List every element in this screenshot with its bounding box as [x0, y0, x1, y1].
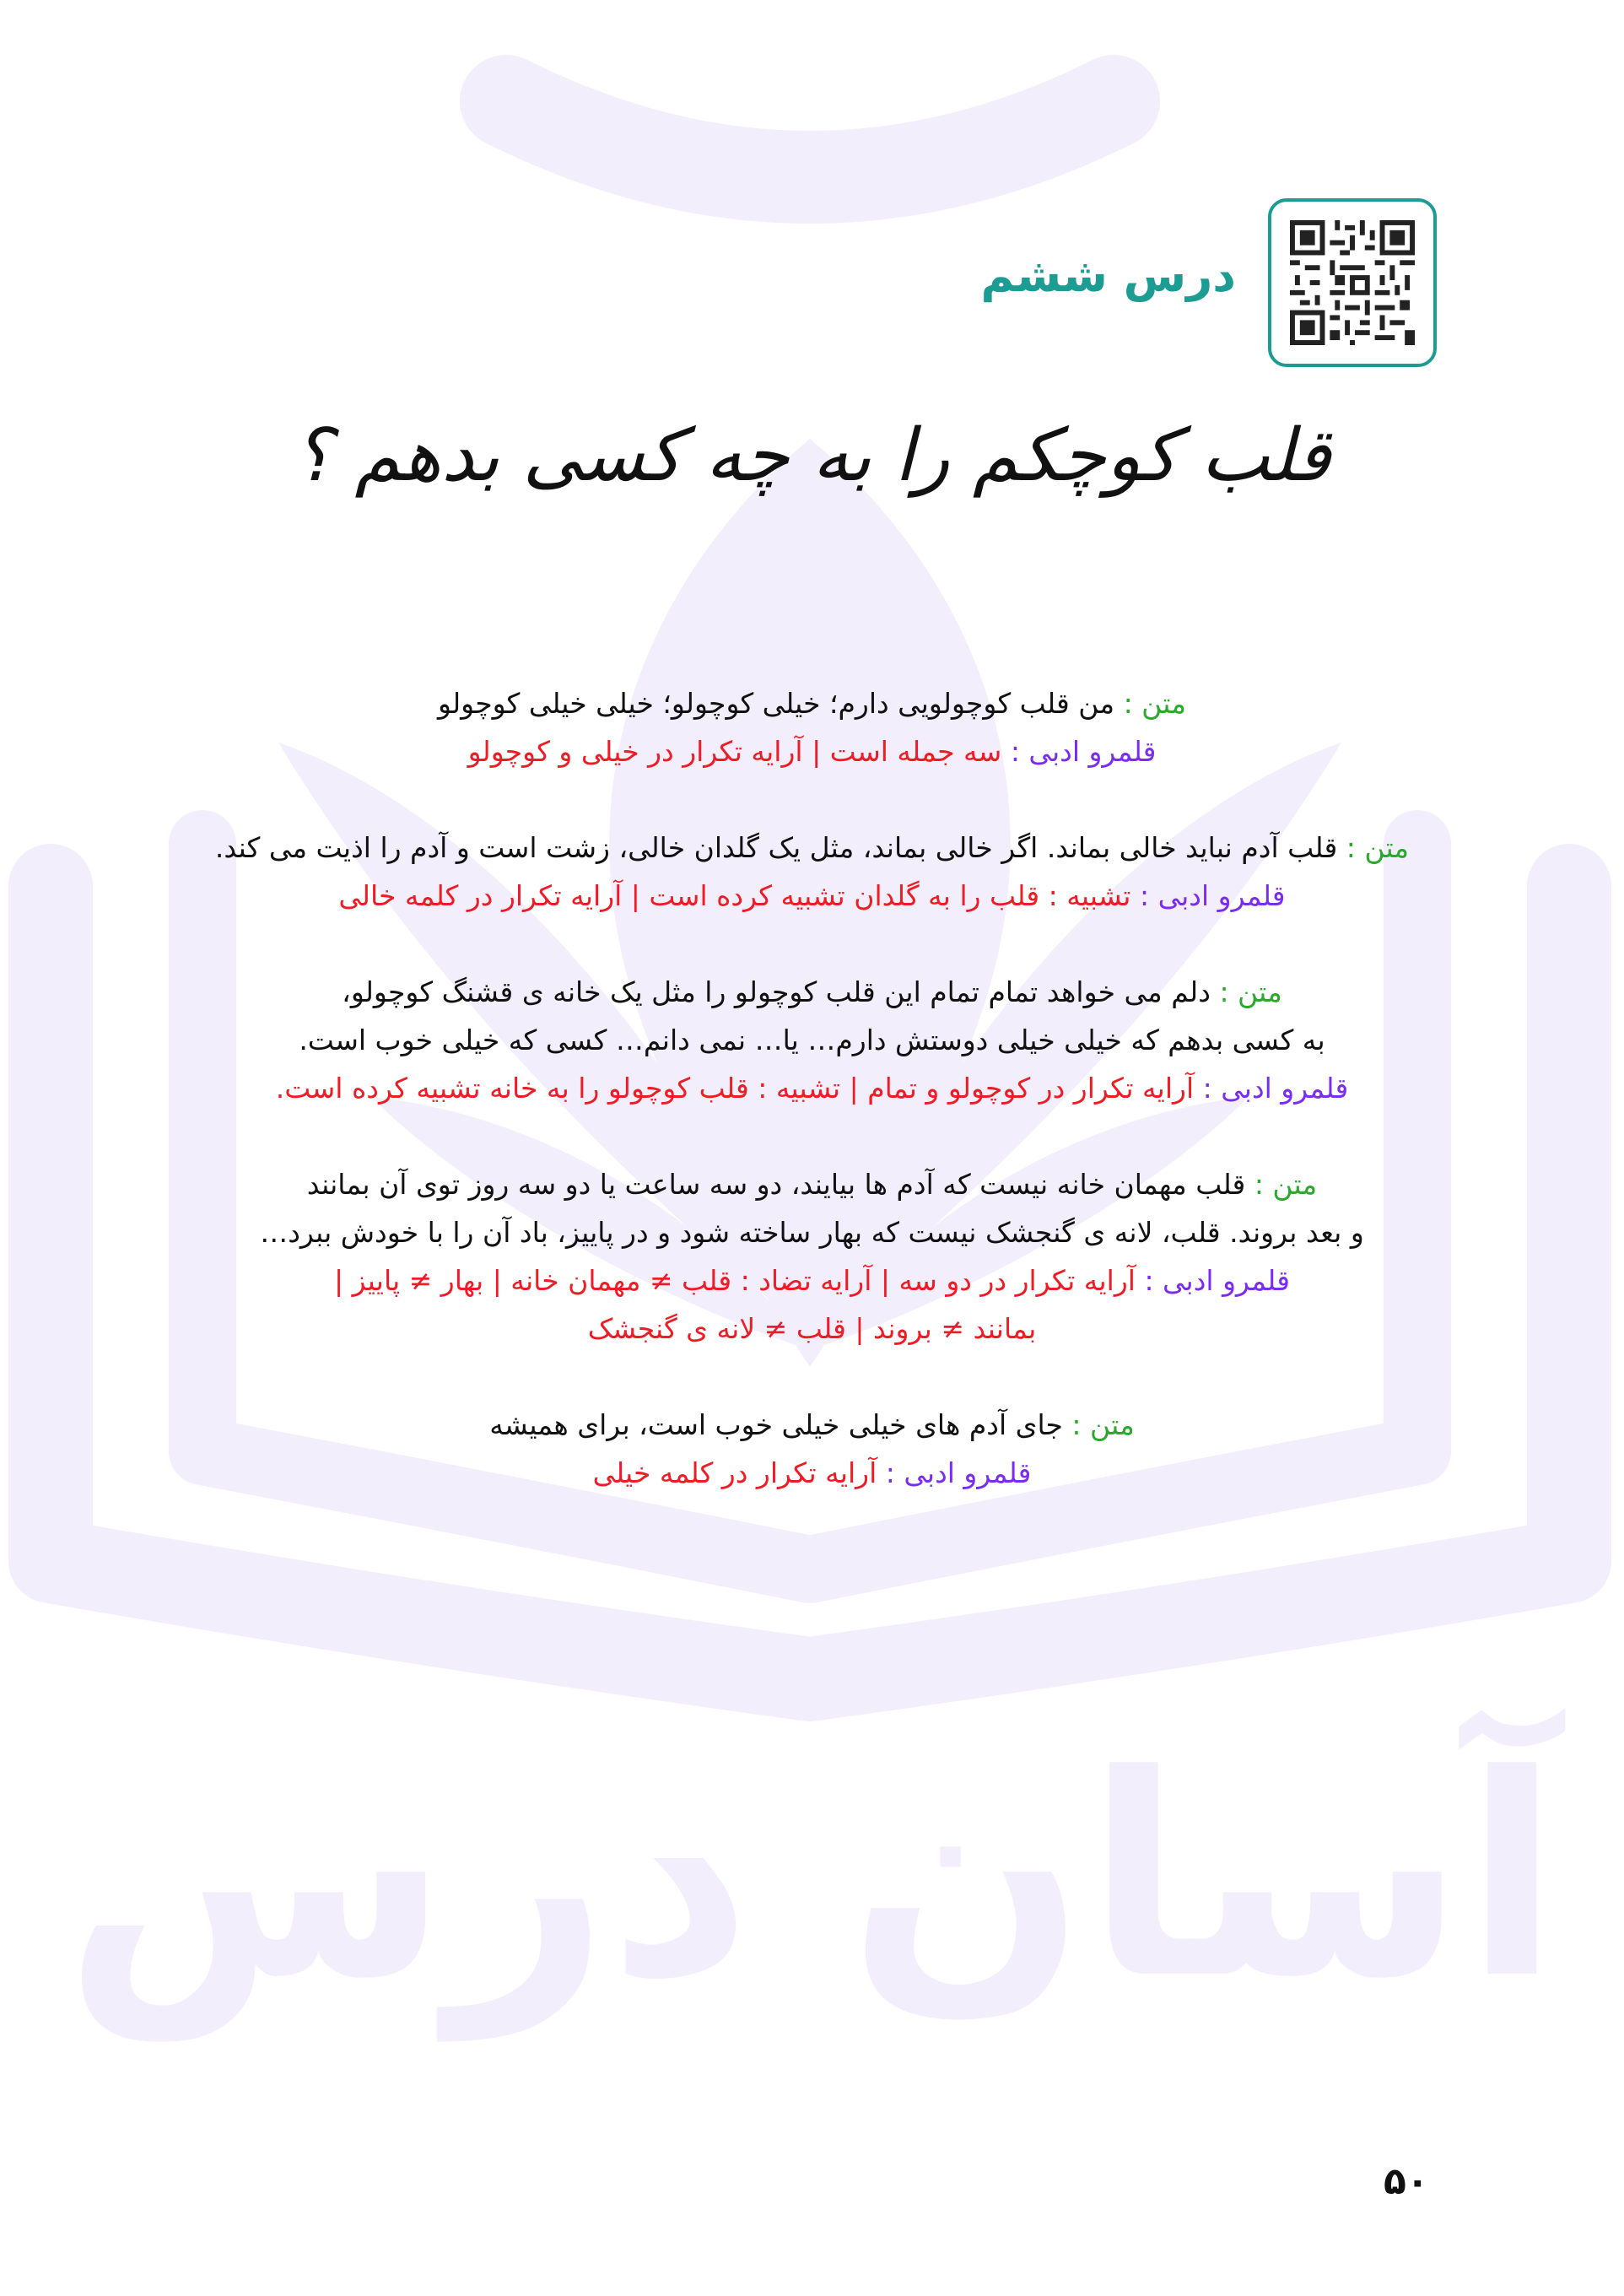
text-label: متن : [1071, 1408, 1135, 1441]
lesson-body [51, 679, 1573, 1545]
section-3 [51, 968, 1573, 1112]
text-line [51, 1401, 1573, 1449]
literary-label: قلمرو ادبی : [1202, 1072, 1349, 1105]
text-line [51, 968, 1573, 1016]
text-line: به کسی بدهم که خیلی خیلی دوستش دارم… یا… نمی دانم… کسی که خیلی خوب است. [299, 1024, 1325, 1056]
page-number: ۵۰ [1384, 2160, 1429, 2203]
literary-content: سه جمله است | آرایه تکرار در خیلی و کوچولو [467, 735, 1002, 768]
literary-label: قلمرو ادبی : [1139, 879, 1286, 912]
text-content: قلب مهمان خانه نیست که آدم ها بیایند، دو سه ساعت یا دو سه روز توی آن بمانند [306, 1168, 1246, 1201]
text-label: متن : [1123, 687, 1186, 720]
literary-label: قلمرو ادبی : [1144, 1264, 1291, 1297]
text-label: متن : [1346, 831, 1410, 864]
qr-code[interactable] [1268, 198, 1437, 367]
literary-label: قلمرو ادبی : [885, 1456, 1032, 1489]
literary-line [51, 1064, 1573, 1112]
text-content: قلب آدم نباید خالی بماند. اگر خالی بماند، مثل یک گلدان خالی، زشت است و آدم را اذیت می کند. [214, 831, 1338, 864]
text-content: من قلب کوچولویی دارم؛ خیلی کوچولو؛ خیلی خیلی کوچولو [438, 687, 1115, 720]
literary-content: آرایه تکرار در کوچولو و تمام | تشبیه : قلب کوچولو را به خانه تشبیه کرده است. [275, 1072, 1195, 1105]
literary-label: قلمرو ادبی : [1010, 735, 1157, 768]
text-line: و بعد بروند. قلب، لانه ی گنجشک نیست که بهار ساخته شود و در پاییز، باد آن را با خودش ببرد… [260, 1216, 1364, 1249]
literary-line [51, 727, 1573, 775]
literary-line [51, 1256, 1573, 1305]
qr-code-icon [1290, 220, 1415, 345]
section-4 [51, 1160, 1573, 1353]
literary-content: آرایه تکرار در دو سه | آرایه تضاد : قلب ≠ مهمان خانه | بهار ≠ پاییز | [333, 1264, 1136, 1297]
text-label: متن : [1254, 1168, 1318, 1201]
text-content: جای آدم های خیلی خیلی خوب است، برای همیشه [489, 1408, 1063, 1441]
lesson-title: قلب کوچکم را به چه کسی بدهم ؟ [293, 413, 1331, 498]
literary-content: آرایه تکرار در کلمه خیلی [592, 1456, 877, 1489]
section-2 [51, 824, 1573, 920]
literary-line: بمانند ≠ بروند | قلب ≠ لانه ی گنجشک [587, 1312, 1037, 1345]
section-5 [51, 1401, 1573, 1497]
text-line [51, 1160, 1573, 1208]
text-label: متن : [1219, 975, 1282, 1008]
literary-line [51, 872, 1573, 920]
text-line [51, 679, 1573, 727]
text-line [51, 824, 1573, 872]
text-content: دلم می خواهد تمام تمام این قلب کوچولو را مثل یک خانه ی قشنگ کوچولو، [342, 975, 1211, 1008]
literary-content: تشبیه : قلب را به گلدان تشبیه کرده است | آرایه تکرار در کلمه خالی [338, 879, 1131, 912]
watermark-text: آسان درس [64, 1715, 1560, 2039]
lesson-label: درس ششم [980, 249, 1236, 302]
section-1 [51, 679, 1573, 775]
literary-line [51, 1449, 1573, 1497]
